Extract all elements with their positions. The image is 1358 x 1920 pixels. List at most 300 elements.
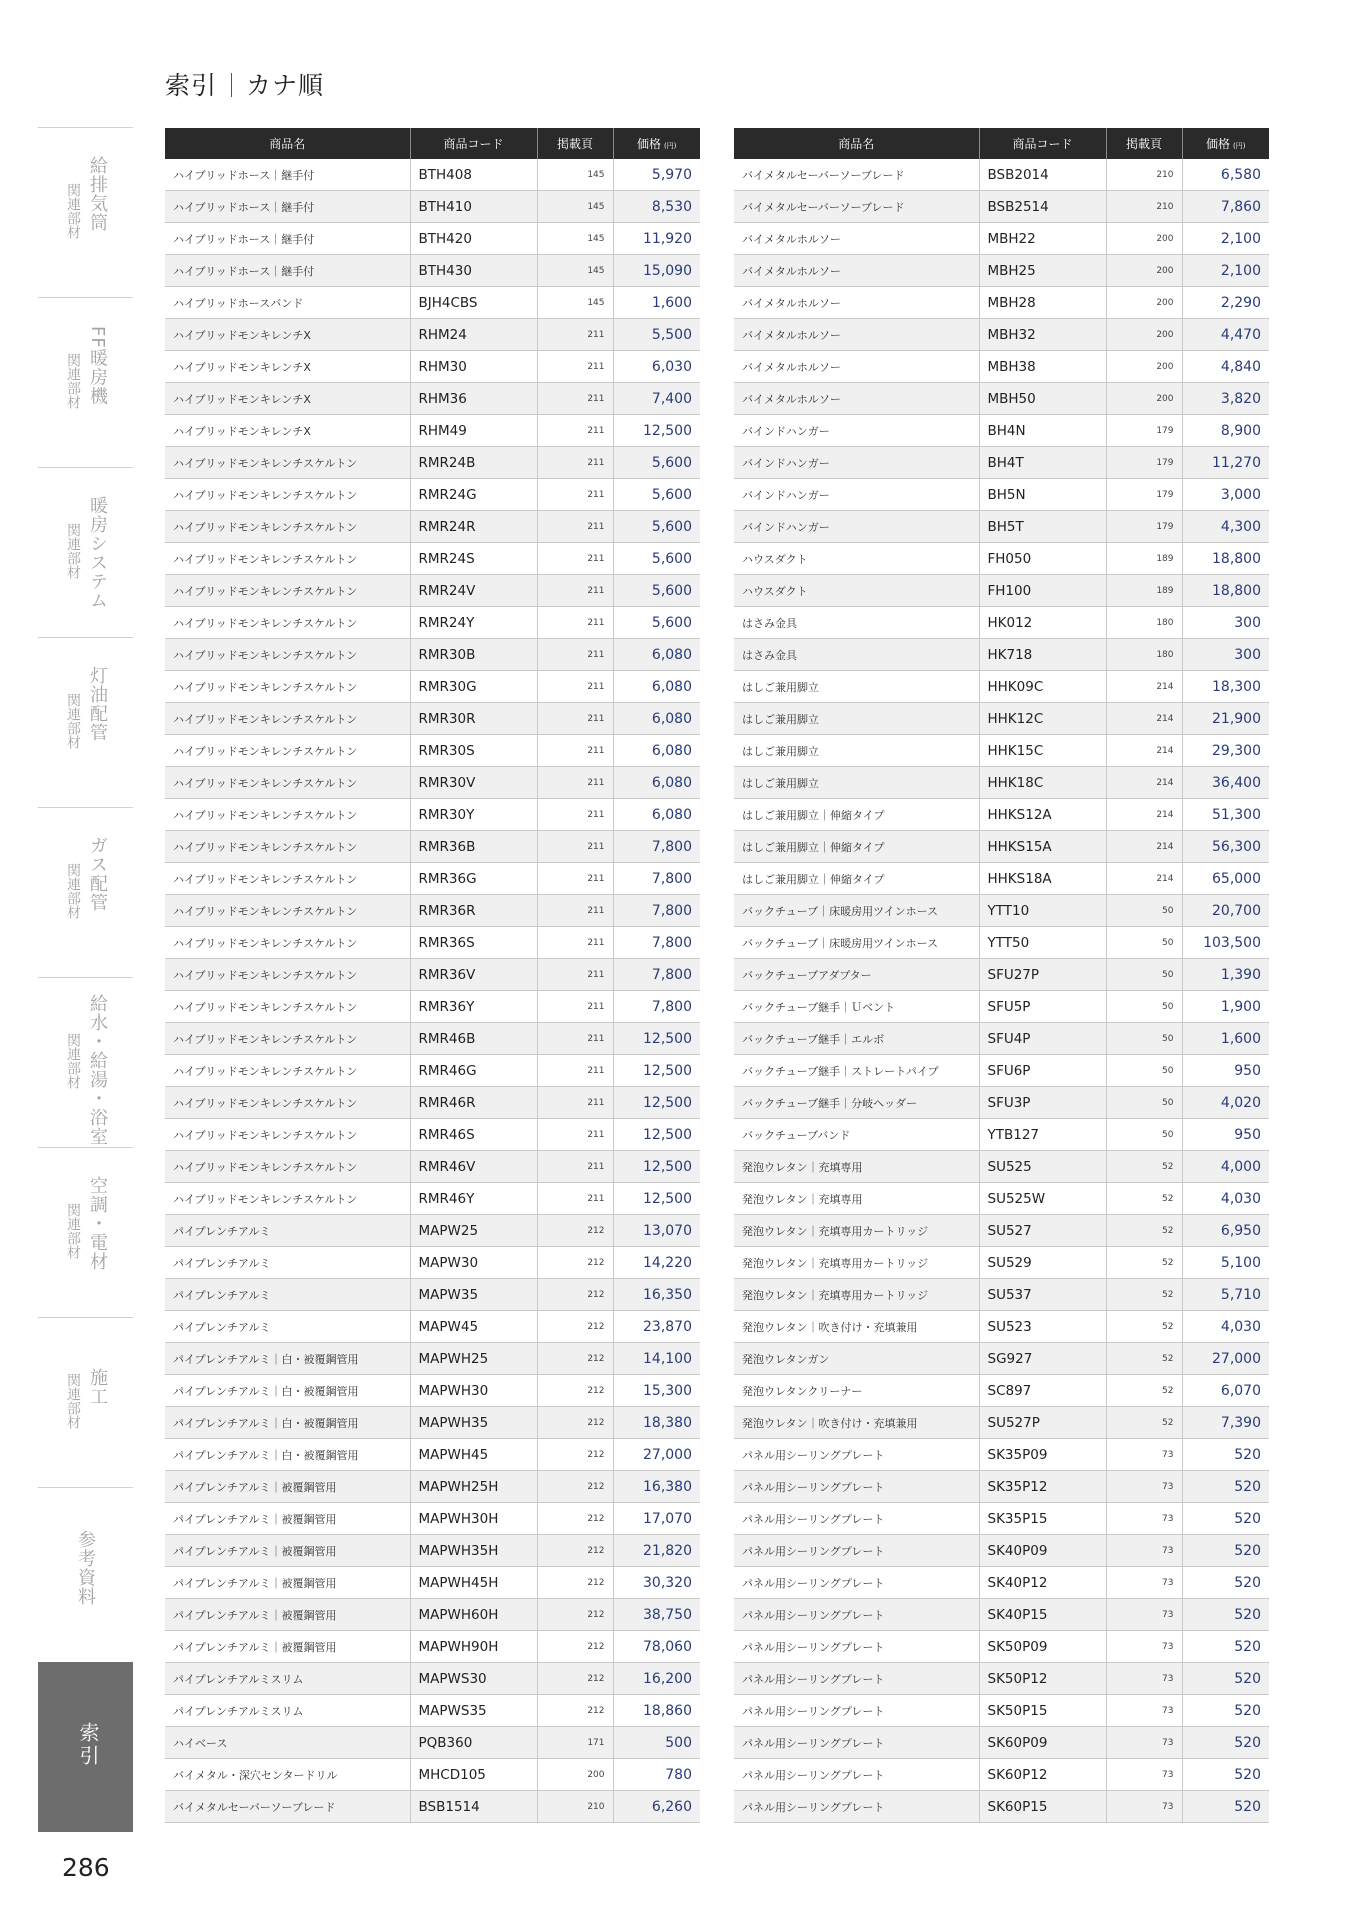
product-name-cell: ハイブリッドモンキレンチスケルトン (165, 735, 410, 767)
table-row (165, 1535, 700, 1567)
product-code-cell: SFU4P (979, 1023, 1106, 1055)
price-cell: 7,800 (613, 991, 700, 1023)
sidebar-item-label: 索引 (76, 1722, 100, 1768)
page-cell: 211 (537, 1055, 613, 1087)
page-cell: 210 (537, 1791, 613, 1823)
page-cell: 211 (537, 479, 613, 511)
page-cell: 212 (537, 1279, 613, 1311)
price-cell: 520 (1182, 1695, 1269, 1727)
table-row (734, 447, 1269, 479)
product-name-cell: ハイブリッドモンキレンチスケルトン (165, 479, 410, 511)
product-name-cell: ハウスダクト (734, 575, 979, 607)
price-cell: 7,800 (613, 959, 700, 991)
table-row (734, 1311, 1269, 1343)
table-row (734, 351, 1269, 383)
table-row (165, 671, 700, 703)
product-name-cell: バイメタルセーバーソーブレード (734, 159, 979, 191)
product-name-cell: バインドハンガー (734, 447, 979, 479)
sidebar (38, 127, 133, 1827)
table-row (165, 1183, 700, 1215)
product-name-cell: バイメタルホルソー (734, 351, 979, 383)
product-name-cell: ハイベース (165, 1727, 410, 1759)
product-name-cell: バックチューブ継手｜分岐ヘッダー (734, 1087, 979, 1119)
sidebar-item-heating-system[interactable] (38, 467, 133, 638)
page-cell: 73 (1106, 1631, 1182, 1663)
table-row (165, 191, 700, 223)
product-name-cell: はさみ金具 (734, 607, 979, 639)
product-name-cell: バックチューブ継手｜ストレートパイプ (734, 1055, 979, 1087)
table-row (165, 447, 700, 479)
product-code-cell: MAPW45 (410, 1311, 537, 1343)
product-code-cell: SFU3P (979, 1087, 1106, 1119)
product-name-cell: バイメタルホルソー (734, 319, 979, 351)
price-cell: 8,900 (1182, 415, 1269, 447)
product-code-cell: MAPWH30 (410, 1375, 537, 1407)
page-cell: 212 (537, 1567, 613, 1599)
page-cell: 189 (1106, 575, 1182, 607)
product-code-cell: MAPWH25H (410, 1471, 537, 1503)
product-code-cell: FH050 (979, 543, 1106, 575)
product-code-cell: SU525 (979, 1151, 1106, 1183)
price-cell: 14,220 (613, 1247, 700, 1279)
sidebar-item-gas-piping[interactable] (38, 807, 133, 978)
price-cell: 12,500 (613, 1055, 700, 1087)
page-cell: 145 (537, 255, 613, 287)
product-name-cell: パイプレンチアルミ｜白・被覆鋼管用 (165, 1343, 410, 1375)
page-cell: 73 (1106, 1471, 1182, 1503)
table-row (734, 1567, 1269, 1599)
price-cell: 4,840 (1182, 351, 1269, 383)
table-row (165, 1151, 700, 1183)
product-code-cell: YTT10 (979, 895, 1106, 927)
product-name-cell: バックチューブアダプター (734, 959, 979, 991)
product-name-cell: パネル用シーリングプレート (734, 1439, 979, 1471)
product-code-cell: MAPWH30H (410, 1503, 537, 1535)
price-cell: 520 (1182, 1631, 1269, 1663)
price-cell: 27,000 (1182, 1343, 1269, 1375)
table-row (165, 1407, 700, 1439)
product-code-cell: HHK15C (979, 735, 1106, 767)
page-cell: 212 (537, 1631, 613, 1663)
product-code-cell: RMR46R (410, 1087, 537, 1119)
product-code-cell: BSB1514 (410, 1791, 537, 1823)
page-cell: 50 (1106, 895, 1182, 927)
product-name-cell: 発泡ウレタン｜充填専用カートリッジ (734, 1247, 979, 1279)
product-name-cell: はしご兼用脚立 (734, 767, 979, 799)
product-name-cell: バインドハンガー (734, 415, 979, 447)
page-cell: 50 (1106, 1023, 1182, 1055)
product-name-cell: ハウスダクト (734, 543, 979, 575)
price-cell: 6,580 (1182, 159, 1269, 191)
product-code-cell: SFU27P (979, 959, 1106, 991)
table-row (165, 223, 700, 255)
page-cell: 210 (1106, 191, 1182, 223)
price-cell: 5,100 (1182, 1247, 1269, 1279)
sidebar-item-label: 給排気筒 (87, 156, 108, 232)
table-row (165, 607, 700, 639)
product-code-cell: MAPW25 (410, 1215, 537, 1247)
product-code-cell: BH4T (979, 447, 1106, 479)
price-cell: 520 (1182, 1663, 1269, 1695)
page-cell: 211 (537, 927, 613, 959)
page-cell: 189 (1106, 543, 1182, 575)
price-cell: 7,860 (1182, 191, 1269, 223)
product-name-cell: パネル用シーリングプレート (734, 1791, 979, 1823)
product-code-cell: SK60P09 (979, 1727, 1106, 1759)
product-name-cell: はしご兼用脚立｜伸縮タイプ (734, 831, 979, 863)
table-row (734, 1183, 1269, 1215)
page-cell: 211 (537, 991, 613, 1023)
product-code-cell: SK50P15 (979, 1695, 1106, 1727)
sidebar-item-sublabel: 関連部材 (65, 353, 81, 409)
table-row (165, 1503, 700, 1535)
table-row (734, 543, 1269, 575)
product-name-cell: ハイブリッドモンキレンチスケルトン (165, 959, 410, 991)
product-name-cell: ハイブリッドモンキレンチスケルトン (165, 671, 410, 703)
page-cell: 212 (537, 1599, 613, 1631)
product-name-cell: ハイブリッドモンキレンチスケルトン (165, 1151, 410, 1183)
table-row (165, 479, 700, 511)
page-cell: 211 (537, 319, 613, 351)
product-name-cell: パイプレンチアルミ｜白・被覆鋼管用 (165, 1407, 410, 1439)
price-cell: 950 (1182, 1055, 1269, 1087)
product-code-cell: SK40P15 (979, 1599, 1106, 1631)
product-code-cell: MBH22 (979, 223, 1106, 255)
price-cell: 38,750 (613, 1599, 700, 1631)
page-cell: 73 (1106, 1599, 1182, 1631)
table-row (165, 991, 700, 1023)
product-name-cell: ハイブリッドホース｜継手付 (165, 159, 410, 191)
sidebar-item-index-active[interactable] (38, 1662, 133, 1832)
product-name-cell: パイプレンチアルミ｜白・被覆鋼管用 (165, 1375, 410, 1407)
product-name-cell: バイメタルホルソー (734, 223, 979, 255)
product-code-cell: RMR46S (410, 1119, 537, 1151)
product-name-cell: ハイブリッドモンキレンチⅩ (165, 319, 410, 351)
sidebar-item-reference[interactable] (38, 1487, 133, 1658)
table-row (734, 1247, 1269, 1279)
product-name-cell: ハイブリッドモンキレンチスケルトン (165, 543, 410, 575)
product-code-cell: BH5T (979, 511, 1106, 543)
sidebar-item-exhaust[interactable] (38, 127, 133, 298)
product-name-cell: パイプレンチアルミ｜被覆鋼管用 (165, 1471, 410, 1503)
table-row (734, 927, 1269, 959)
product-name-cell: バインドハンガー (734, 511, 979, 543)
product-name-cell: パネル用シーリングプレート (734, 1535, 979, 1567)
page-cell: 73 (1106, 1759, 1182, 1791)
price-cell: 7,390 (1182, 1407, 1269, 1439)
page-cell: 212 (537, 1503, 613, 1535)
product-code-cell: FH100 (979, 575, 1106, 607)
product-code-cell: SG927 (979, 1343, 1106, 1375)
table-row (734, 1215, 1269, 1247)
product-code-cell: RHM30 (410, 351, 537, 383)
price-cell: 21,900 (1182, 703, 1269, 735)
product-code-cell: MAPW35 (410, 1279, 537, 1311)
product-name-cell: パネル用シーリングプレート (734, 1727, 979, 1759)
page-cell: 211 (537, 1119, 613, 1151)
table-row (734, 575, 1269, 607)
price-cell: 18,300 (1182, 671, 1269, 703)
header-price-unit: (円) (1233, 142, 1246, 150)
product-name-cell: ハイブリッドモンキレンチスケルトン (165, 991, 410, 1023)
table-row (165, 1087, 700, 1119)
table-row (165, 1791, 700, 1823)
sidebar-item-label: 給水・給湯・浴室 (87, 994, 108, 1146)
product-name-cell: パネル用シーリングプレート (734, 1471, 979, 1503)
index-table-left (165, 128, 700, 1823)
sidebar-item-kerosene-piping[interactable] (38, 637, 133, 808)
price-cell: 1,600 (613, 287, 700, 319)
product-name-cell: バイメタルセーバーソーブレード (165, 1791, 410, 1823)
product-code-cell: SU529 (979, 1247, 1106, 1279)
header-name: 商品名 (165, 128, 410, 159)
product-name-cell: パネル用シーリングプレート (734, 1663, 979, 1695)
product-code-cell: HK012 (979, 607, 1106, 639)
page-cell: 73 (1106, 1663, 1182, 1695)
price-cell: 21,820 (613, 1535, 700, 1567)
price-cell: 950 (1182, 1119, 1269, 1151)
page-cell: 212 (537, 1695, 613, 1727)
sidebar-item-sublabel: 関連部材 (65, 523, 81, 579)
product-code-cell: RMR46G (410, 1055, 537, 1087)
page-cell: 200 (537, 1759, 613, 1791)
header-page: 掲載頁 (1106, 128, 1182, 159)
product-name-cell: ハイブリッドモンキレンチⅩ (165, 383, 410, 415)
table-row (734, 703, 1269, 735)
price-cell: 5,600 (613, 479, 700, 511)
price-cell: 12,500 (613, 1087, 700, 1119)
product-code-cell: RHM36 (410, 383, 537, 415)
page-cell: 211 (537, 639, 613, 671)
table-row (165, 415, 700, 447)
header-code: 商品コード (979, 128, 1106, 159)
table-row (165, 159, 700, 191)
sidebar-item-construction[interactable] (38, 1317, 133, 1488)
product-name-cell: ハイブリッドモンキレンチスケルトン (165, 447, 410, 479)
price-cell: 300 (1182, 639, 1269, 671)
price-cell: 780 (613, 1759, 700, 1791)
price-cell: 6,080 (613, 703, 700, 735)
page-cell: 50 (1106, 1055, 1182, 1087)
product-name-cell: バックチューブ｜床暖房用ツインホース (734, 895, 979, 927)
table-row (165, 959, 700, 991)
product-code-cell: MBH38 (979, 351, 1106, 383)
price-cell: 27,000 (613, 1439, 700, 1471)
page-number: 286 (62, 1853, 110, 1882)
product-name-cell: ハイブリッドモンキレンチスケルトン (165, 1023, 410, 1055)
price-cell: 18,800 (1182, 575, 1269, 607)
table-row (165, 767, 700, 799)
product-code-cell: RMR24V (410, 575, 537, 607)
page-cell: 211 (537, 703, 613, 735)
sidebar-item-label: 暖房システム (87, 496, 108, 610)
price-cell: 6,080 (613, 671, 700, 703)
sidebar-item-sublabel: 関連部材 (65, 693, 81, 749)
product-code-cell: YTB127 (979, 1119, 1106, 1151)
price-cell: 4,300 (1182, 511, 1269, 543)
header-price (1182, 128, 1269, 159)
product-code-cell: SU525W (979, 1183, 1106, 1215)
table-row (165, 1471, 700, 1503)
product-name-cell: ハイブリッドモンキレンチⅩ (165, 351, 410, 383)
product-name-cell: ハイブリッドモンキレンチスケルトン (165, 607, 410, 639)
table-row (165, 383, 700, 415)
page-cell: 211 (537, 351, 613, 383)
price-cell: 15,300 (613, 1375, 700, 1407)
price-cell: 1,600 (1182, 1023, 1269, 1055)
product-code-cell: SK50P09 (979, 1631, 1106, 1663)
page-cell: 73 (1106, 1695, 1182, 1727)
product-name-cell: ハイブリッドモンキレンチスケルトン (165, 575, 410, 607)
price-cell: 18,860 (613, 1695, 700, 1727)
page-cell: 73 (1106, 1727, 1182, 1759)
table-row (734, 1631, 1269, 1663)
product-name-cell: ハイブリッドホースバンド (165, 287, 410, 319)
product-name-cell: ハイブリッドモンキレンチスケルトン (165, 639, 410, 671)
product-code-cell: SK60P12 (979, 1759, 1106, 1791)
sidebar-item-water-bath[interactable] (38, 977, 133, 1148)
price-cell: 7,800 (613, 831, 700, 863)
page-cell: 212 (537, 1343, 613, 1375)
product-name-cell: パイプレンチアルミ｜被覆鋼管用 (165, 1631, 410, 1663)
price-cell: 16,350 (613, 1279, 700, 1311)
product-name-cell: ハイブリッドモンキレンチスケルトン (165, 799, 410, 831)
table-row (165, 1567, 700, 1599)
table-row (165, 1055, 700, 1087)
page-cell: 212 (537, 1247, 613, 1279)
table-row (734, 1663, 1269, 1695)
index-table-right (734, 128, 1269, 1823)
price-cell: 6,070 (1182, 1375, 1269, 1407)
page-cell: 214 (1106, 831, 1182, 863)
table-row (165, 575, 700, 607)
price-cell: 5,600 (613, 511, 700, 543)
product-name-cell: ハイブリッドモンキレンチスケルトン (165, 863, 410, 895)
table-row (734, 191, 1269, 223)
product-code-cell: MAPWS35 (410, 1695, 537, 1727)
page-cell: 211 (537, 1023, 613, 1055)
page-cell: 73 (1106, 1567, 1182, 1599)
price-cell: 520 (1182, 1599, 1269, 1631)
price-cell: 520 (1182, 1471, 1269, 1503)
table-row (165, 1759, 700, 1791)
title-divider (231, 73, 232, 97)
product-code-cell: MAPWH45 (410, 1439, 537, 1471)
sidebar-item-ff-heater[interactable] (38, 297, 133, 468)
table-row (734, 159, 1269, 191)
table-row (165, 319, 700, 351)
table-row (165, 799, 700, 831)
price-cell: 30,320 (613, 1567, 700, 1599)
product-name-cell: パイプレンチアルミ｜被覆鋼管用 (165, 1535, 410, 1567)
page-cell: 200 (1106, 287, 1182, 319)
page-cell: 145 (537, 159, 613, 191)
page-cell: 211 (537, 575, 613, 607)
product-code-cell: RHM49 (410, 415, 537, 447)
page-cell: 212 (537, 1439, 613, 1471)
page-cell: 214 (1106, 735, 1182, 767)
table-row (165, 287, 700, 319)
header-price (613, 128, 700, 159)
product-name-cell: バイメタルホルソー (734, 255, 979, 287)
product-name-cell: パネル用シーリングプレート (734, 1631, 979, 1663)
table-row (734, 607, 1269, 639)
price-cell: 5,710 (1182, 1279, 1269, 1311)
price-cell: 520 (1182, 1759, 1269, 1791)
page-cell: 73 (1106, 1535, 1182, 1567)
table-row (165, 1599, 700, 1631)
sidebar-item-hvac-electrical[interactable] (38, 1147, 133, 1318)
page-cell: 200 (1106, 255, 1182, 287)
price-cell: 12,500 (613, 1023, 700, 1055)
table-row (165, 703, 700, 735)
price-cell: 20,700 (1182, 895, 1269, 927)
table-row (165, 831, 700, 863)
product-name-cell: パイプレンチアルミ｜被覆鋼管用 (165, 1567, 410, 1599)
page-cell: 212 (537, 1215, 613, 1247)
price-cell: 4,020 (1182, 1087, 1269, 1119)
sidebar-item-label: ガス配管 (87, 836, 108, 912)
product-name-cell: はしご兼用脚立｜伸縮タイプ (734, 799, 979, 831)
product-code-cell: MAPWH60H (410, 1599, 537, 1631)
price-cell: 7,800 (613, 895, 700, 927)
page-cell: 180 (1106, 607, 1182, 639)
sidebar-item-sublabel: 関連部材 (65, 1033, 81, 1089)
page-cell: 52 (1106, 1407, 1182, 1439)
product-code-cell: BTH420 (410, 223, 537, 255)
price-cell: 29,300 (1182, 735, 1269, 767)
product-name-cell: ハイブリッドモンキレンチスケルトン (165, 895, 410, 927)
product-name-cell: ハイブリッドモンキレンチスケルトン (165, 1055, 410, 1087)
price-cell: 6,080 (613, 735, 700, 767)
page-cell: 211 (537, 383, 613, 415)
sidebar-item-sublabel: 関連部材 (65, 1203, 81, 1259)
product-code-cell: MAPWH25 (410, 1343, 537, 1375)
table-row (734, 1407, 1269, 1439)
product-code-cell: MHCD105 (410, 1759, 537, 1791)
page-cell: 52 (1106, 1311, 1182, 1343)
product-code-cell: HHKS12A (979, 799, 1106, 831)
table-row (165, 639, 700, 671)
page-cell: 211 (537, 607, 613, 639)
product-code-cell: SK35P12 (979, 1471, 1106, 1503)
page-cell: 211 (537, 447, 613, 479)
page-cell: 211 (537, 799, 613, 831)
price-cell: 7,800 (613, 927, 700, 959)
page-cell: 212 (537, 1407, 613, 1439)
price-cell: 1,390 (1182, 959, 1269, 991)
table-row (734, 1599, 1269, 1631)
price-cell: 18,800 (1182, 543, 1269, 575)
product-code-cell: HHK09C (979, 671, 1106, 703)
table-row (165, 1663, 700, 1695)
price-cell: 520 (1182, 1535, 1269, 1567)
product-name-cell: はしご兼用脚立 (734, 735, 979, 767)
page-cell: 145 (537, 223, 613, 255)
page-cell: 52 (1106, 1183, 1182, 1215)
price-cell: 14,100 (613, 1343, 700, 1375)
product-name-cell: ハイブリッドホース｜継手付 (165, 255, 410, 287)
table-row (165, 351, 700, 383)
product-name-cell: バックチューブ継手｜Ｕベント (734, 991, 979, 1023)
product-code-cell: RMR46Y (410, 1183, 537, 1215)
header-price-label: 価格 (1206, 137, 1231, 151)
page-cell: 180 (1106, 639, 1182, 671)
page-cell: 50 (1106, 991, 1182, 1023)
price-cell: 2,100 (1182, 255, 1269, 287)
product-name-cell: ハイブリッドモンキレンチスケルトン (165, 831, 410, 863)
product-name-cell: バックチューブバンド (734, 1119, 979, 1151)
